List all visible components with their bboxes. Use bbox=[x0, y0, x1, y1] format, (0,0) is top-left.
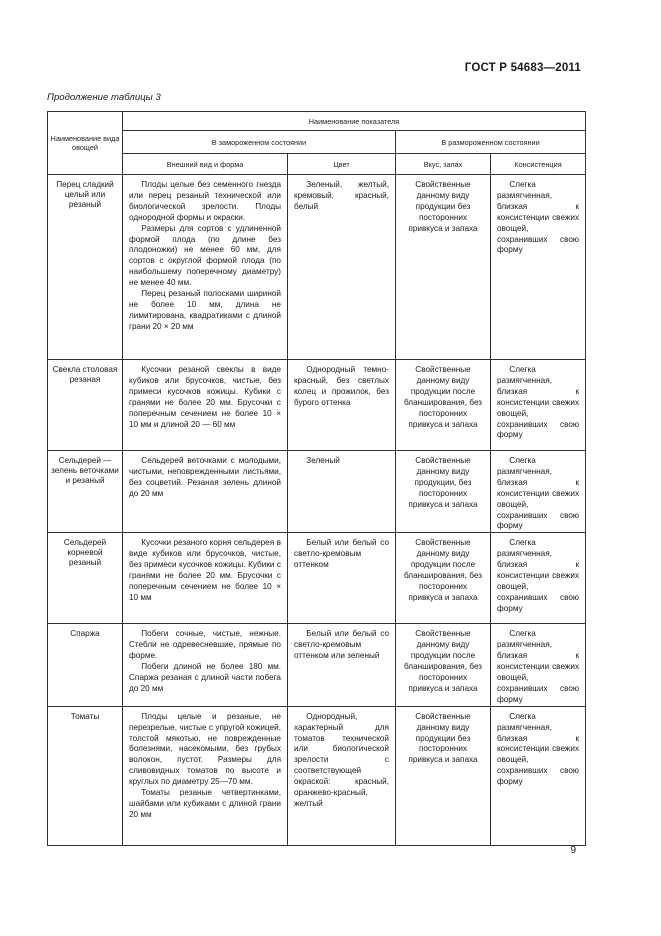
vegetable-name-cell: Сельдерей корневой резаный bbox=[48, 533, 123, 624]
color-cell bbox=[288, 175, 396, 360]
vegetable-name-cell: Сельдерей — зелень веточками и резаный bbox=[48, 451, 123, 533]
vegetable-name-cell: Спаржа bbox=[48, 624, 123, 706]
color-cell bbox=[288, 451, 396, 533]
consistency-cell bbox=[491, 706, 586, 845]
appearance-paragraph: Перец резаный полосками шириной не более 10 мм, длина не лимитирована, квадратиками с длиной грани 20 × 20 мм bbox=[129, 289, 281, 331]
color-cell bbox=[288, 706, 396, 845]
consistency-cell bbox=[491, 624, 586, 706]
page-number: 9 bbox=[570, 845, 576, 856]
consistency-cell bbox=[491, 451, 586, 533]
appearance-paragraph: Плоды целые и резаные, не перезрелые, чистые с упругой кожицей, толстой мякотью, не поврежденные болезнями, насекомыми, без грубых волокон, пустот. Размеры для сливовидных томатов по высоте и круглых по диаметру 25—70 мм. bbox=[129, 711, 281, 787]
appearance-paragraph: Кусочки резаного корня сельдерея в виде кубиков или брусочков, чистые, без примеси кусочков кожицы. Кубики с гранями не более 20 мм. Брусочки с поперечным сечением не более 10 × 10 мм bbox=[129, 538, 281, 602]
appearance-cell bbox=[123, 360, 288, 451]
vegetable-name-cell: Свекла столовая резаная bbox=[48, 360, 123, 451]
header-color: Цвет bbox=[288, 154, 396, 175]
document-code: ГОСТ Р 54683—2011 bbox=[464, 62, 581, 74]
header-thawed-state: В размороженном состоянии bbox=[396, 131, 586, 154]
consistency-text: Слегка размягченная, близкая к консистенции свежих овощей, сохранивших свою форму bbox=[497, 180, 580, 255]
appearance-cell bbox=[123, 175, 288, 360]
header-indicator-name: Наименование показателя bbox=[123, 112, 586, 131]
vegetable-name-cell: Томаты bbox=[48, 706, 123, 845]
taste-cell: Свойственные данному виду продукции после бланширования, без посторонних привкуса и запаха bbox=[396, 360, 491, 451]
color-text: Зеленый bbox=[306, 456, 340, 465]
appearance-paragraph: Кусочки резаной свеклы в виде кубиков или брусочков, чистые, без примеси кусочков кожицы. Кубики с гранями не более 20 мм. Брусочки с поперечным сечением не более 10 × 10 мм и длиной 20 — 60 мм bbox=[129, 365, 281, 429]
appearance-cell bbox=[123, 451, 288, 533]
table-row bbox=[48, 624, 586, 706]
taste-cell: Свойственные данному виду продукции, без посторонних привкуса и запаха bbox=[396, 451, 491, 533]
header-consistency: Консистенция bbox=[491, 154, 586, 175]
consistency-cell bbox=[491, 175, 586, 360]
taste-cell: Свойственные данному виду продукции после бланширования, без посторонних привкуса и запаха bbox=[396, 533, 491, 624]
taste-cell: Свойственные данному виду продукции без посторонних привкуса и запаха bbox=[396, 706, 491, 845]
color-text: Однородный, характерный для томатов технической или биологической зрелости с соответствующей окраской: красный, оранжево-красный, желтый bbox=[294, 711, 389, 808]
vegetable-name-cell: Перец сладкий целый или резаный bbox=[48, 175, 123, 360]
consistency-cell bbox=[491, 533, 586, 624]
color-text: Белый или белый со светло-кремовым оттенком bbox=[294, 538, 389, 570]
consistency-text: Слегка размягченная, близкая к консистенции свежих овощей, сохранивших свою форму bbox=[497, 711, 580, 787]
consistency-text: Слегка размягченная, близкая к консистенции свежих овощей, сохранивших свою форму bbox=[497, 456, 580, 531]
appearance-paragraph: Сельдерей веточками с молодыми, чистыми, неповрежденными листьями, без соцветий. Резаная зелень длиной до 20 мм bbox=[129, 456, 281, 498]
table-row bbox=[48, 533, 586, 624]
table-row bbox=[48, 360, 586, 451]
appearance-cell bbox=[123, 533, 288, 624]
appearance-paragraph: Размеры для сортов с удлиненной формой плода (по длине без плодоножки) не менее 60 мм, для сортов с округлой формой плода (по наибольшему поперечному диаметру) не менее 40 мм. bbox=[129, 223, 281, 288]
header-frozen-state: В замороженном состоянии bbox=[123, 131, 396, 154]
appearance-cell bbox=[123, 624, 288, 706]
header-appearance: Внешний вид и форма bbox=[123, 154, 288, 175]
taste-cell: Свойственные данному виду продукции без посторонних привкуса и запаха bbox=[396, 175, 491, 360]
table-row bbox=[48, 175, 586, 360]
taste-cell: Свойственные данному виду продукции после бланширования, без посторонних привкуса и запаха bbox=[396, 624, 491, 706]
appearance-paragraph: Томаты резаные четвертинками, шайбами или кубиками с длиной грани 20 мм bbox=[129, 788, 281, 819]
appearance-paragraph: Побеги сочные, чистые, нежные. Стебли не одревесневшие, прямые по форме. bbox=[129, 629, 281, 661]
appearance-cell bbox=[123, 706, 288, 845]
color-text: Белый или белый со светло-кремовым оттенком или зеленый bbox=[294, 629, 389, 661]
color-cell bbox=[288, 624, 396, 706]
consistency-text: Слегка размягченная, близкая к консистенции свежих овощей, сохранивших свою форму bbox=[497, 538, 580, 613]
color-cell bbox=[288, 533, 396, 624]
table-row bbox=[48, 706, 586, 845]
consistency-text: Слегка размягченная, близкая к консистенции свежих овощей, сохранивших свою форму bbox=[497, 365, 580, 440]
header-taste: Вкус, запах bbox=[396, 154, 491, 175]
table-row bbox=[48, 451, 586, 533]
consistency-cell bbox=[491, 360, 586, 451]
color-text: Зеленый, желтый, кремовый, красный, белый bbox=[294, 180, 389, 211]
color-text: Однородный темно-красный, без светлых колец и прожилок, без бурого оттенка bbox=[294, 365, 389, 407]
appearance-paragraph: Плоды целые без семенного гнезда или перец резаный технической или биологической зрелости. Плоды однородной формы и окраски. bbox=[129, 180, 281, 222]
appearance-paragraph: Побеги длиной не более 180 мм. Спаржа резаная с длиной части побега до 20 мм bbox=[129, 662, 281, 693]
color-cell bbox=[288, 360, 396, 451]
quality-table bbox=[47, 111, 586, 846]
header-vegetable-name: Наименование вида овощей bbox=[48, 112, 123, 175]
consistency-text: Слегка размягченная, близкая к консистенции свежих овощей, сохранивших свою форму bbox=[497, 629, 580, 704]
table-caption: Продолжение таблицы 3 bbox=[47, 92, 161, 103]
